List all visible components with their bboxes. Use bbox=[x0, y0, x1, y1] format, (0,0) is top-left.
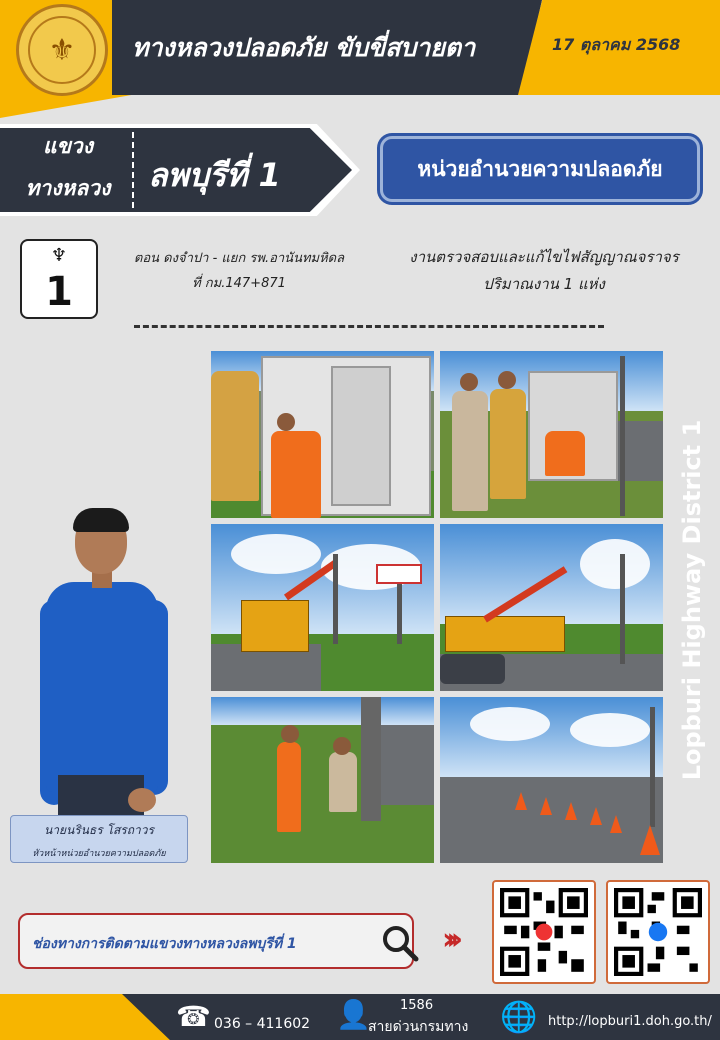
garuda-icon: ♆ bbox=[50, 245, 68, 266]
emblem-icon: ⚜ bbox=[28, 16, 96, 84]
qr-code-facebook[interactable] bbox=[606, 880, 710, 984]
photo-traffic-cones bbox=[440, 697, 663, 863]
district-name: ลพบุรีที่ 1 bbox=[148, 156, 281, 194]
officer-name-box bbox=[10, 815, 188, 863]
qr-facebook-icon bbox=[614, 888, 702, 976]
item-location bbox=[108, 246, 370, 296]
phone-icon: ☎ bbox=[176, 1000, 211, 1033]
follow-channel-box[interactable] bbox=[18, 913, 414, 969]
dashed-divider bbox=[134, 325, 604, 328]
side-district-label: Lopburi Highway District 1 bbox=[678, 419, 706, 781]
operator-icon: 👤 bbox=[336, 998, 371, 1031]
work-line2: ปริมาณงาน 1 แห่ง bbox=[483, 275, 605, 293]
footer-phone[interactable]: 036 – 411602 bbox=[214, 1016, 311, 1032]
search-icon[interactable] bbox=[380, 923, 420, 963]
item-number-box bbox=[20, 239, 98, 319]
photo-pole-inspection bbox=[211, 697, 434, 863]
officer-photo bbox=[46, 582, 158, 792]
globe-icon: 🌐 bbox=[500, 1000, 538, 1035]
footer-hotline-number[interactable]: 1586 bbox=[400, 998, 434, 1013]
follow-channel-text: ช่องทางการติดตามแขวงทางหลวงลพบุรีที่ 1 bbox=[32, 936, 297, 952]
qr-code-map[interactable] bbox=[492, 880, 596, 984]
officer-hair bbox=[73, 508, 129, 532]
department-logo bbox=[16, 4, 108, 96]
photo-cabinet-workers bbox=[440, 351, 663, 518]
item-work bbox=[386, 244, 702, 298]
officer-name: นายนรินธร โสรถาวร bbox=[44, 823, 154, 837]
header-date: 17 ตุลาคม 2568 bbox=[552, 35, 681, 54]
work-line1: งานตรวจสอบและแก้ไขไฟสัญญาณจราจร bbox=[409, 248, 679, 266]
banner-divider bbox=[132, 132, 134, 208]
qr-map-icon bbox=[500, 888, 588, 976]
footer-website[interactable]: http://lopburi1.doh.go.th/ bbox=[548, 1014, 712, 1029]
header-title: ทางหลวงปลอดภัย ขับขี่สบายตา bbox=[132, 33, 476, 62]
unit-name-badge bbox=[380, 136, 700, 202]
photo-crane-truck bbox=[211, 524, 434, 691]
footer-hotline-label: สายด่วนกรมทาง bbox=[368, 1019, 469, 1035]
district-label-line1: แขวง bbox=[43, 134, 93, 158]
district-label-line2: ทางหลวง bbox=[25, 176, 111, 200]
photo-cabinet-closeup bbox=[211, 351, 434, 518]
photo-crane-roadside bbox=[440, 524, 663, 691]
unit-name: หน่วยอำนวยความปลอดภัย bbox=[417, 156, 663, 181]
location-line2: ที่ กม.147+871 bbox=[192, 276, 286, 291]
location-line1: ตอน ดงจำปา - แยก รพ.อานันทมหิดล bbox=[133, 251, 345, 266]
item-number: 1 bbox=[45, 269, 73, 315]
chevrons-right-icon: ››› bbox=[442, 922, 456, 957]
officer-hand bbox=[128, 788, 156, 812]
officer-title: หัวหน้าหน่วยอำนวยความปลอดภัย bbox=[32, 849, 166, 859]
